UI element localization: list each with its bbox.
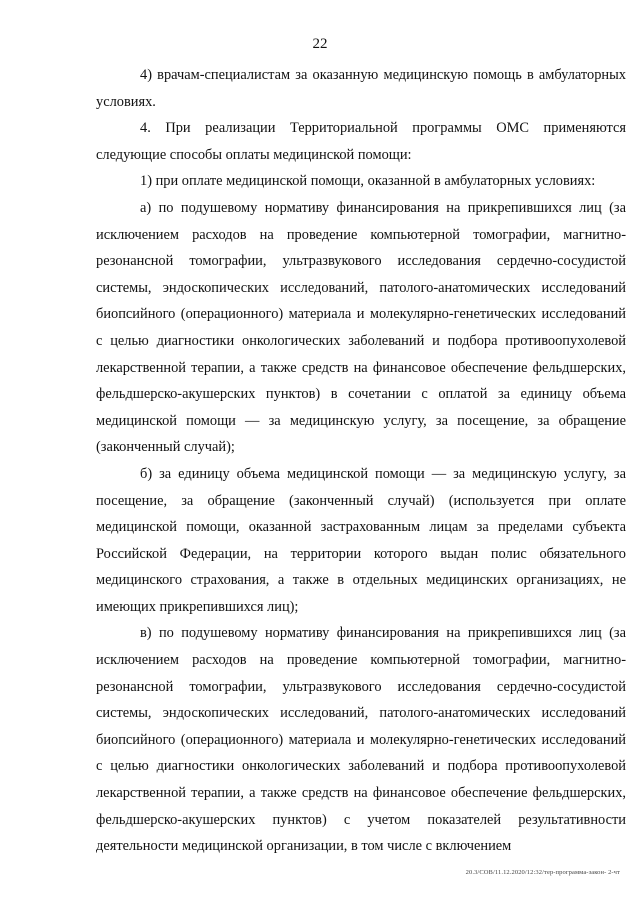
document-footer-code: 20.3/СОВ/11.12.2020/12:32/тер-программа-закон- 2-чт — [465, 869, 620, 876]
document-body — [96, 62, 626, 860]
page-number: 22 — [312, 36, 328, 52]
paragraph-item-4: 4) врачам-специалистам за оказанную медицинскую помощь в амбулаторных условиях. — [96, 67, 626, 110]
paragraph-subitem-b: б) за единицу объема медицинской помощи — за медицинскую услугу, за посещение, за обращение (законченный случай) (используется при оплате медицинской помощи, оказанной застрахованным лицам за пределами субъекта Российской Федерации, на территории которого выдан полис обязательного медицинского страхования, а также в отдельных медицинских организациях, не имеющих прикрепившихся лиц); — [96, 465, 626, 615]
paragraph-section-4-payment-methods: 4. При реализации Территориальной программы ОМС применяются следующие способы оплаты медицинской помощи: — [96, 120, 626, 163]
paragraph-subitem-v: в) по подушевому нормативу финансирования на прикрепившихся лиц (за исключением расходов на проведение компьютерной томографии, магнитно-резонансной томографии, ультразвукового исследования сердечно-сосудистой системы, эндоскопических исследований, патолого-анатомических исследований биопсийного (операционного) материала и молекулярно-генетических исследований с целью диагностики онкологических заболеваний и подбора противоопухолевой лекарственной терапии, а также средств на финансовое обеспечение фельдшерских, фельдшерско-акушерских пунктов) с учетом показателей результативности деятельности медицинской организации, в том числе с включением — [96, 625, 626, 855]
paragraph-subitem-a: а) по подушевому нормативу финансирования на прикрепившихся лиц (за исключением расходов на проведение компьютерной томографии, магнитно-резонансной томографии, ультразвукового исследования сердечно-сосудистой системы, эндоскопических исследований, патолого-анатомических исследований биопсийного (операционного) материала и молекулярно-генетических исследований с целью диагностики онкологических заболеваний и подбора противоопухолевой лекарственной терапии, а также средств на финансовое обеспечение фельдшерских, фельдшерско-акушерских пунктов) в сочетании с оплатой за единицу объема медицинской помощи — за медицинскую услугу, за посещение, за обращение (законченный случай); — [96, 199, 626, 456]
paragraph-outpatient-payment: 1) при оплате медицинской помощи, оказанной в амбулаторных условиях: — [140, 173, 596, 190]
